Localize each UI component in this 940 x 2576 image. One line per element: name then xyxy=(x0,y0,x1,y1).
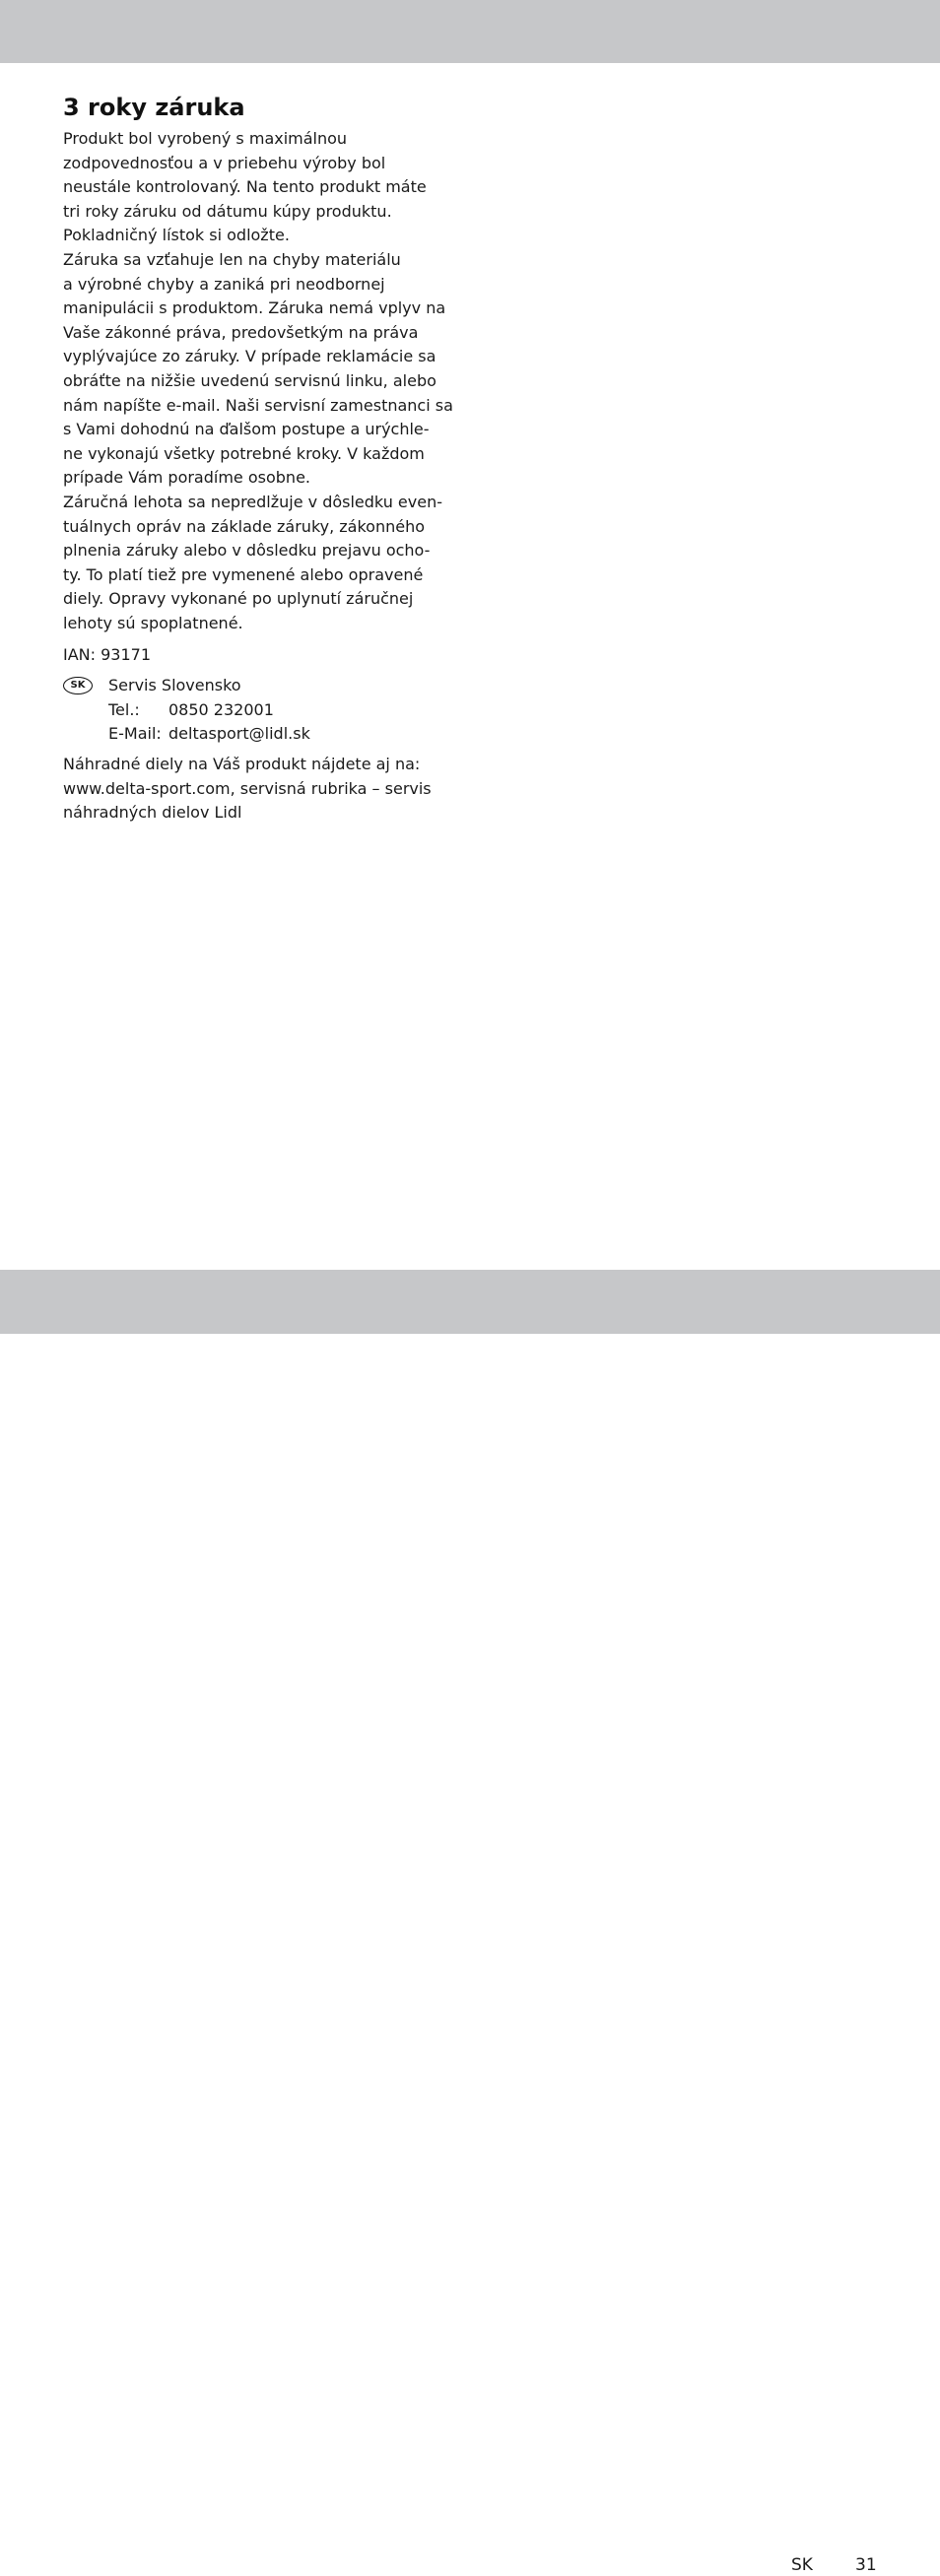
warranty-paragraph-2: Záruka sa vzťahuje len na chyby materiálu a výrobné chyby a zaniká pri neodbornej manipulácii s produktom. Záruka nemá vplyv na Vaše zákonné práva, predovšetkým na práva vyplývajúce zo záruky. V prípade reklamácie sa obráťte na nižšie uvedenú servisnú linku, alebo nám napíšte e-mail. Naši servisní zamestnanci sa s Vami dohodnú na ďalšom postupe a urýchle- ne vykonajú všetky potrebné kroky. V každom prípade Vám poradíme osobne. xyxy=(63,249,453,488)
warranty-paragraph-1: Produkt bol vyrobený s maximálnou zodpovednosťou a v priebehu výroby bol neustále kontrolovaný. Na tento produkt máte tri roky záruku od dátumu kúpy produktu. Pokladničný lístok si odložte. xyxy=(63,129,427,245)
ian-number: IAN: 93171 xyxy=(63,645,152,665)
page-title: 3 roky záruka xyxy=(63,94,245,121)
header-band xyxy=(0,0,940,63)
service-email xyxy=(108,722,457,747)
spare-parts-info: Náhradné diely na Váš produkt nájdete aj na: www.delta-sport.com, servisná rubrika – servis náhradných dielov Lidl xyxy=(63,754,432,823)
warranty-section xyxy=(63,92,457,826)
service-contact xyxy=(63,674,457,747)
phone-label: Tel.: xyxy=(108,699,140,719)
country-badge-icon: SK xyxy=(63,677,93,694)
footer-band xyxy=(0,1270,940,2575)
warranty-paragraph-3: Záručná lehota sa nepredlžuje v dôsledku even- tuálnych opráv na základe záruky, zákonného plnenia záruky alebo v dôsledku prejavu ocho- ty. To platí tiež pre vymenené alebo opravené diely. Opravy vykonané po uplynutí záručnej lehoty sú spoplatnené. xyxy=(63,492,442,632)
phone-value: 0850 232001 xyxy=(168,699,274,719)
email-value[interactable]: deltasport@lidl.sk xyxy=(168,724,310,744)
service-phone xyxy=(108,698,457,723)
email-label: E-Mail: xyxy=(108,724,162,744)
service-name: Servis Slovensko xyxy=(108,676,241,695)
footer-language: SK xyxy=(791,2555,813,2575)
page-number: 31 xyxy=(855,2555,877,2575)
